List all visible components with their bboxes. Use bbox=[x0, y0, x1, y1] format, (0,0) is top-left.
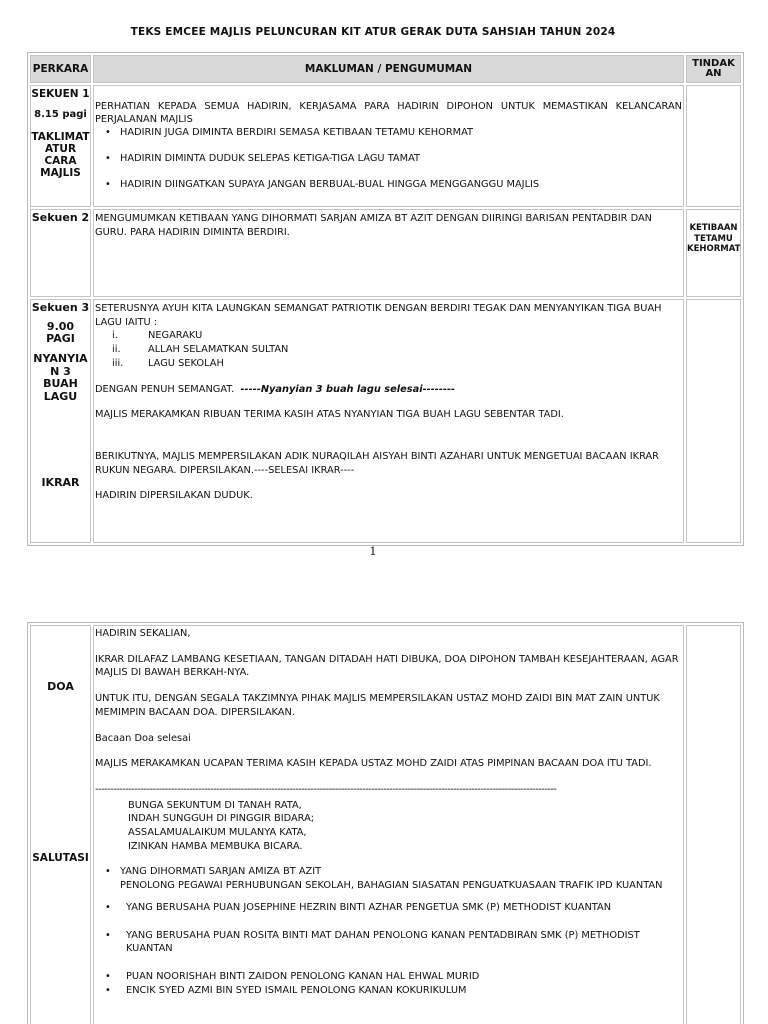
ikrar-label: IKRAR bbox=[41, 476, 80, 490]
page-number: 1 bbox=[369, 545, 377, 558]
makluman-sekuen-3 bbox=[93, 299, 684, 543]
separator-line: -------------------------------------------------------------------------------------------------------------------------------------------------------- bbox=[95, 783, 557, 795]
list-item: • YANG BERUSAHA PUAN ROSITA BINTI MAT DAHAN PENOLONG KANAN PENTADBIRAN SMK (P) METHODIST KUANTAN bbox=[95, 929, 682, 956]
sekuen-2-text: MENGUMUMKAN KETIBAAN YANG DIHORMATI SARJAN AMIZA BT AZIT DENGAN DIIRINGI BARISAN PENTADBIR DAN GURU. PARA HADIRIN DIMINTA BERDIRI. bbox=[95, 213, 652, 238]
makluman-doa-salutasi bbox=[93, 625, 684, 1024]
row-sekuen-1 bbox=[30, 85, 741, 207]
header-tindakan: TINDAK AN bbox=[686, 55, 741, 83]
row-sekuen-3 bbox=[30, 299, 741, 543]
perkara-sekuen-2: Sekuen 2 bbox=[30, 209, 91, 297]
sekuen-1-intro: PERHATIAN KEPADA SEMUA HADIRIN, KERJASAMA PARA HADIRIN DIPOHON UNTUK MEMASTIKAN KELANCARAN PERJALANAN MAJLIS bbox=[95, 101, 682, 126]
schedule-table-page-2 bbox=[27, 622, 744, 1024]
sekuen-1-bullets bbox=[95, 126, 682, 191]
perkara-doa-salutasi bbox=[30, 625, 91, 1024]
list-item: i. NEGARAKU bbox=[112, 330, 203, 342]
list-item: • HADIRIN DIMINTA DUDUK SELEPAS KETIGA-TIGA LAGU TAMAT bbox=[95, 152, 682, 166]
doa-invite: UNTUK ITU, DENGAN SEGALA TAKZIMNYA PIHAK MAJLIS MEMPERSILAKAN USTAZ MOHD ZAIDI BIN MAT ZAIN UNTUK MEMIMPIN BACAAN DOA. DIPERSILAKAN. bbox=[95, 693, 660, 718]
perkara-sekuen-1: SEKUEN 1 8.15 pagi TAKLIMAT ATUR CARA MAJLIS bbox=[30, 85, 91, 207]
makluman-sekuen-1 bbox=[93, 85, 684, 207]
doa-label: DOA bbox=[47, 680, 74, 693]
ikrar-text: BERIKUTNYA, MAJLIS MEMPERSILAKAN ADIK NURAQILAH AISYAH BINTI AZAHARI UNTUK MENGETUAI BACAAN IKRAR RUKUN NEGARA. DIPERSILAKAN.----SELESAI IKRAR---- bbox=[95, 450, 659, 476]
list-item: • ENCIK SYED AZMI BIN SYED ISMAIL PENOLONG KANAN KOKURIKULUM bbox=[95, 984, 682, 998]
greeting: HADIRIN SEKALIAN, bbox=[95, 628, 191, 639]
tindakan-sekuen-2: KETIBAAN TETAMU KEHORMAT bbox=[686, 209, 741, 297]
makluman-sekuen-2 bbox=[93, 209, 684, 297]
ikrar-para: IKRAR DILAFAZ LAMBANG KESETIAAN, TANGAN DITADAH HATI DIBUKA, DOA DIPOHON TAMBAH KESEJAHTERAAN, AGAR MAJLIS DI BAWAH BERKAH-NYA. bbox=[95, 653, 679, 679]
header-perkara: PERKARA bbox=[30, 55, 91, 83]
tindakan-sekuen-1 bbox=[686, 85, 741, 207]
schedule-table-page-1 bbox=[27, 52, 744, 546]
song-list bbox=[95, 329, 682, 370]
list-item: • YANG BERUSAHA PUAN JOSEPHINE HEZRIN BINTI AZHAR PENGETUA SMK (P) METHODIST KUANTAN bbox=[95, 901, 682, 915]
salutation-list bbox=[95, 865, 682, 892]
sekuen-3-intro: SETERUSNYA AYUH KITA LAUNGKAN SEMANGAT PATRIOTIK DENGAN BERDIRI TEGAK DAN MENYANYIKAN TIGA BUAH LAGU IAITU : bbox=[95, 303, 662, 328]
list-item: ii. ALLAH SELAMATKAN SULTAN bbox=[112, 344, 289, 356]
list-item: • PUAN NOORISHAH BINTI ZAIDON PENOLONG KANAN HAL EHWAL MURID bbox=[95, 970, 682, 984]
row-sekuen-2 bbox=[30, 209, 741, 297]
doa-thanks: MAJLIS MERAKAMKAN UCAPAN TERIMA KASIH KEPADA USTAZ MOHD ZAIDI ATAS PIMPINAN BACAAN DOA ITU TADI. bbox=[95, 758, 652, 770]
row-doa-salutasi bbox=[30, 625, 741, 1024]
salutation-list-2 bbox=[95, 901, 682, 998]
duduk-text: HADIRIN DIPERSILAKAN DUDUK. bbox=[95, 490, 253, 502]
pantun-verse: BUNGA SEKUNTUM DI TANAH RATA, INDAH SUNGGUH DI PINGGIR BIDARA; ASSALAMUALAIKUM MULANYA KATA, IZINKAN HAMBA MEMBUKA BICARA. bbox=[128, 799, 315, 852]
salutasi-label: SALUTASI bbox=[32, 851, 89, 864]
doa-done: Bacaan Doa selesai bbox=[95, 732, 191, 744]
list-item: • HADIRIN DIINGATKAN SUPAYA JANGAN BERBUAL-BUAL HINGGA MENGGANGGU MAJLIS bbox=[95, 178, 682, 192]
header-makluman: MAKLUMAN / PENGUMUMAN bbox=[93, 55, 684, 83]
list-item: iii. LAGU SEKOLAH bbox=[112, 357, 224, 369]
list-item: • HADIRIN JUGA DIMINTA BERDIRI SEMASA KETIBAAN TETAMU KEHORMAT bbox=[95, 126, 682, 140]
tindakan-sekuen-3 bbox=[686, 299, 741, 543]
semangat-line: DENGAN PENUH SEMANGAT. -----Nyanyian 3 buah lagu selesai-------- bbox=[95, 383, 456, 395]
list-item: • YANG DIHORMATI SARJAN AMIZA BT AZIT PENOLONG PEGAWAI PERHUBUNGAN SEKOLAH, BAHAGIAN SIASATAN PENGUATKUASAAN TRAFIK IPD KUANTAN bbox=[95, 865, 682, 892]
perkara-sekuen-3: Sekuen 3 9.00 PAGI NYANYIA N 3 BUAH LAGU IKRAR bbox=[30, 299, 91, 543]
tindakan-doa-salutasi bbox=[686, 625, 741, 1024]
document-title: TEKS EMCEE MAJLIS PELUNCURAN KIT ATUR GERAK DUTA SAHSIAH TAHUN 2024 bbox=[130, 26, 616, 38]
terima-kasih-lagu: MAJLIS MERAKAMKAN RIBUAN TERIMA KASIH ATAS NYANYIAN TIGA BUAH LAGU SEBENTAR TADI. bbox=[95, 409, 564, 421]
